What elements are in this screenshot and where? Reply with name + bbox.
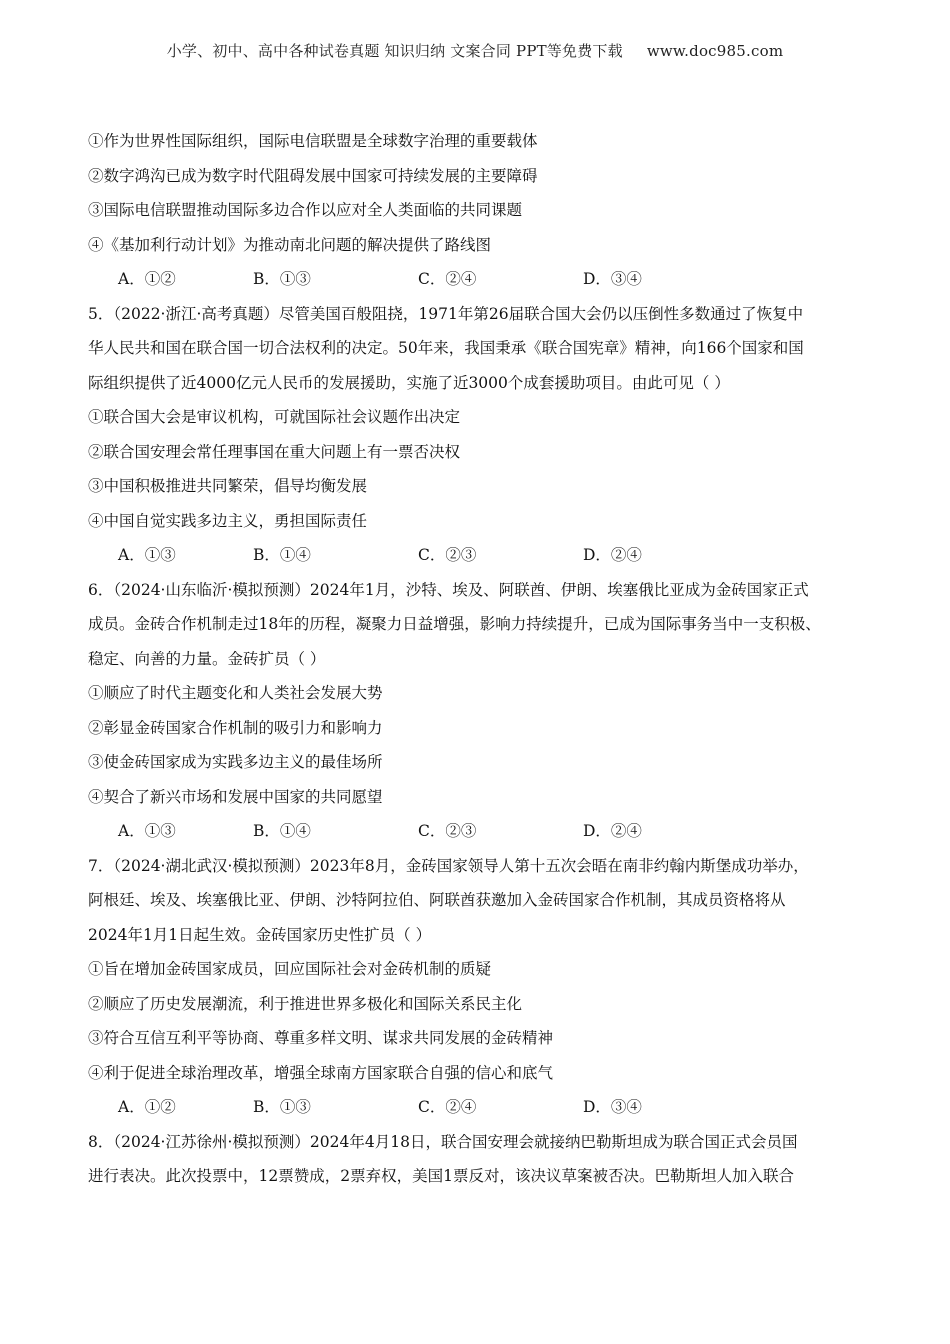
header-text: 小学、初中、高中各种试卷真题 知识归纳 文案合同 PPT等免费下载 (166, 42, 623, 60)
statement: ④中国自觉实践多边主义，勇担国际责任 (88, 511, 368, 530)
choice-b: B．①③ (253, 1098, 311, 1116)
exam-content (88, 124, 878, 1194)
choice-c: C．②③ (418, 546, 477, 564)
choice-d: D．③④ (583, 1098, 642, 1116)
question-5-choices (88, 538, 878, 573)
page-header (0, 40, 950, 61)
question-text: 7．（2024·湖北武汉·模拟预测）2023年8月，金砖国家领导人第十五次会晤在南非约翰内斯堡成功举办， (88, 856, 809, 875)
question-text: 2024年1月1日起生效。金砖国家历史性扩员（ ） (88, 925, 432, 944)
choice-d: D．②④ (583, 546, 642, 564)
statement: ③国际电信联盟推动国际多边合作以应对全人类面临的共同课题 (88, 201, 523, 219)
statement: ②顺应了历史发展潮流，利于推进世界多极化和国际关系民主化 (88, 994, 523, 1013)
choice-b: B．①③ (253, 270, 311, 288)
statement: ①旨在增加金砖国家成员，回应国际社会对金砖机制的质疑 (88, 960, 492, 978)
question-5-stem (88, 297, 878, 401)
statement: ②彰显金砖国家合作机制的吸引力和影响力 (88, 718, 383, 737)
question-text: 稳定、向善的力量。金砖扩员（ ） (88, 649, 326, 668)
statement: ①联合国大会是审议机构，可就国际社会议题作出决定 (88, 408, 461, 426)
question-4-statements (88, 124, 878, 262)
question-7-statements (88, 952, 878, 1090)
statement: ④利于促进全球治理改革，增强全球南方国家联合自强的信心和底气 (88, 1063, 554, 1082)
choice-c: C．②④ (418, 1098, 477, 1116)
statement: ①作为世界性国际组织，国际电信联盟是全球数字治理的重要载体 (88, 132, 538, 150)
question-text: 进行表决。此次投票中，12票赞成，2票弃权，美国1票反对，该决议草案被否决。巴勒斯坦人加入联合 (88, 1167, 794, 1185)
statement: ②数字鸿沟已成为数字时代阻碍发展中国家可持续发展的主要障碍 (88, 166, 538, 185)
choice-a: A．①③ (118, 546, 176, 564)
choice-b: B．①④ (253, 822, 311, 840)
question-8-stem (88, 1125, 878, 1194)
choice-c: C．②③ (418, 822, 477, 840)
question-6-stem (88, 573, 878, 677)
choice-a: A．①② (118, 270, 176, 288)
choice-a: A．①③ (118, 822, 176, 840)
question-4-choices (88, 262, 878, 297)
question-text: 成员。金砖合作机制走过18年的历程，凝聚力日益增强，影响力持续提升，已成为国际事务当中一支积极、 (88, 615, 821, 633)
choice-a: A．①② (118, 1098, 176, 1116)
choice-d: D．③④ (583, 270, 642, 288)
question-7-choices (88, 1090, 878, 1125)
statement: ③符合互信互利平等协商、尊重多样文明、谋求共同发展的金砖精神 (88, 1029, 554, 1047)
question-text: 阿根廷、埃及、埃塞俄比亚、伊朗、沙特阿拉伯、阿联酋获邀加入金砖国家合作机制，其成员资格将从 (88, 891, 786, 909)
question-7-stem (88, 849, 878, 953)
statement: ④《基加利行动计划》为推动南北问题的解决提供了路线图 (88, 235, 492, 254)
question-text: 8．（2024·江苏徐州·模拟预测）2024年4月18日，联合国安理会就接纳巴勒斯坦成为联合国正式会员国 (88, 1132, 798, 1151)
choice-d: D．②④ (583, 822, 642, 840)
choice-b: B．①④ (253, 546, 311, 564)
statement: ②联合国安理会常任理事国在重大问题上有一票否决权 (88, 442, 461, 461)
header-url: www.doc985.com (646, 42, 784, 60)
question-text: 华人民共和国在联合国一切合法权利的决定。50年来，我国秉承《联合国宪章》精神，向166个国家和国 (88, 339, 804, 357)
statement: ③使金砖国家成为实践多边主义的最佳场所 (88, 753, 383, 771)
question-text: 5．（2022·浙江·高考真题）尽管美国百般阻挠，1971年第26届联合国大会仍以压倒性多数通过了恢复中 (88, 304, 804, 323)
statement: ③中国积极推进共同繁荣，倡导均衡发展 (88, 477, 368, 495)
question-text: 际组织提供了近4000亿元人民币的发展援助，实施了近3000个成套援助项目。由此可见（ ） (88, 373, 730, 392)
question-6-statements (88, 676, 878, 814)
statement: ④契合了新兴市场和发展中国家的共同愿望 (88, 787, 383, 806)
choice-c: C．②④ (418, 270, 477, 288)
question-6-choices (88, 814, 878, 849)
question-text: 6．（2024·山东临沂·模拟预测）2024年1月，沙特、埃及、阿联酋、伊朗、埃塞俄比亚成为金砖国家正式 (88, 580, 809, 599)
statement: ①顺应了时代主题变化和人类社会发展大势 (88, 684, 383, 702)
question-5-statements (88, 400, 878, 538)
